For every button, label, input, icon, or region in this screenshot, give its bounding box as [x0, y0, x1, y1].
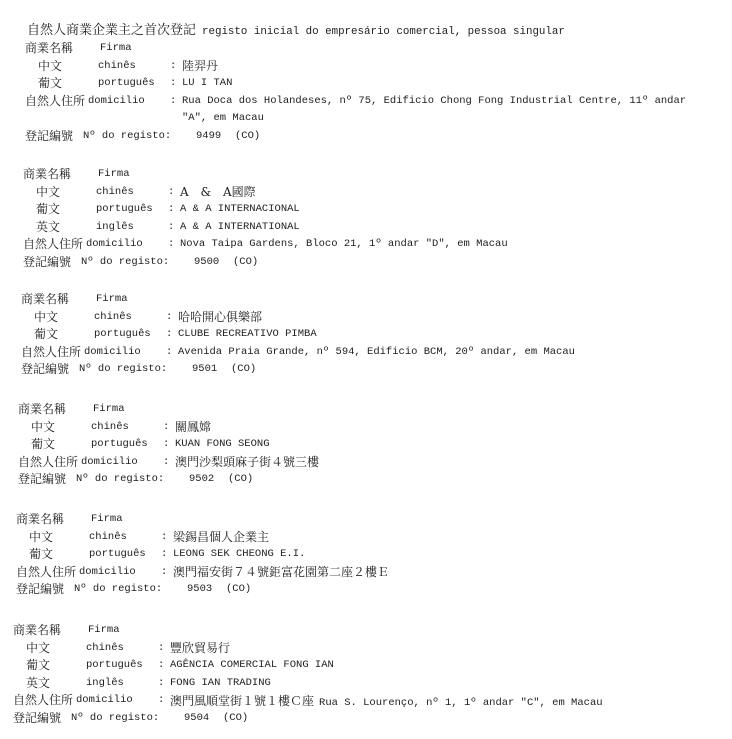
chinese-name-row: [18, 419, 718, 437]
portuguese-name-row: [18, 436, 718, 454]
english-label-pt: inglês: [86, 676, 124, 689]
portuguese-label-zh: 葡文: [36, 202, 61, 216]
separator: :: [166, 328, 173, 340]
header-title-pt: registo inicial do empresário comercial, pessoa singular: [202, 26, 565, 38]
domicile-row: [21, 344, 721, 362]
chinese-name-row: [21, 309, 721, 327]
separator: :: [168, 220, 175, 233]
separator: :: [163, 420, 170, 433]
registration-entry: [16, 511, 716, 599]
firm-label-pt: Firma: [100, 42, 132, 54]
english-name-row: [23, 219, 723, 237]
firm-row: [25, 40, 725, 58]
registo-label-pt: Nº do registo:: [76, 473, 165, 485]
chinese-name-row: [13, 640, 713, 658]
registo-label-zh: 登記編號: [13, 710, 62, 725]
domicile-row: [16, 564, 716, 582]
chinese-name-value: 梁錫昌個人企業主: [173, 529, 270, 544]
domicile-value-zh: 澳門風順堂街１號１樓Ｃ座: [170, 694, 315, 708]
registo-label-pt: Nº do registo:: [83, 129, 172, 142]
registo-suffix: (CO): [235, 129, 261, 142]
separator: :: [166, 345, 173, 358]
registo-suffix: (CO): [228, 473, 254, 485]
portuguese-name-row: [16, 546, 716, 564]
domicile-label-pt: domicilio: [84, 345, 141, 358]
registo-row: [18, 471, 718, 489]
registo-number: 9503: [187, 583, 213, 595]
separator: :: [161, 565, 168, 578]
portuguese-name-value: LU I TAN: [182, 77, 233, 89]
domicile-value: Nova Taipa Gardens, Bloco 21, 1º andar "D", em Macau: [180, 238, 508, 250]
registo-suffix: (CO): [223, 711, 249, 724]
registo-row: [23, 254, 723, 272]
registo-label-zh: 登記編號: [23, 254, 72, 269]
registo-suffix: (CO): [231, 363, 257, 375]
header-title-zh: 自然人商業企業主之首次登記: [27, 23, 197, 38]
registo-row: [16, 581, 716, 599]
firm-label-zh: 商業名稱: [21, 292, 70, 306]
separator: :: [166, 310, 173, 323]
chinese-label-zh: 中文: [29, 529, 54, 544]
domicile-row: [23, 236, 723, 254]
chinese-label-pt: chinês: [96, 185, 134, 198]
domicile-label-zh: 自然人住所: [23, 237, 84, 251]
registo-label-zh: 登記編號: [18, 472, 67, 486]
separator: :: [161, 530, 168, 543]
domicile-row: [25, 93, 725, 111]
registration-entry: [25, 40, 725, 145]
domicile-value-pt: Rua S. Lourenço, nº 1, 1º andar "C", em Macau: [319, 697, 603, 709]
firm-label-pt: Firma: [88, 624, 120, 636]
domicile-value: 澳門沙梨頭麻子街４號三樓: [175, 454, 320, 469]
separator: :: [168, 203, 175, 215]
chinese-name-row: [16, 529, 716, 547]
portuguese-name-row: [13, 657, 713, 675]
portuguese-name-row: [21, 326, 721, 344]
firm-row: [18, 401, 718, 419]
chinese-label-pt: chinês: [98, 59, 136, 72]
chinese-label-zh: 中文: [31, 419, 56, 434]
portuguese-label-zh: 葡文: [29, 547, 54, 561]
registo-row: [21, 361, 721, 379]
chinese-name-value: 關鳳嫦: [175, 419, 212, 434]
domicile-value: Rua Doca dos Holandeses, nº 75, Edificio Chong Fong Industrial Centre, 11º andar: [182, 94, 687, 107]
domicile-label-pt: domicilio: [81, 455, 138, 468]
domicile-value-continuation: "A", em Macau: [182, 112, 264, 124]
chinese-name-value: 陸羿丹: [182, 58, 219, 73]
portuguese-name-value: KUAN FONG SEONG: [175, 438, 270, 450]
portuguese-label-pt: português: [91, 438, 148, 450]
portuguese-label-pt: português: [89, 548, 146, 560]
portuguese-label-pt: português: [98, 77, 155, 89]
separator: :: [168, 185, 175, 198]
firm-row: [13, 622, 713, 640]
chinese-name-row: [25, 58, 725, 76]
separator: :: [163, 455, 170, 468]
registration-entry: [13, 622, 713, 727]
portuguese-name-value: A & A INTERNACIONAL: [180, 203, 300, 215]
firm-label-pt: Firma: [96, 293, 128, 305]
separator: :: [170, 59, 177, 72]
separator: :: [170, 94, 177, 107]
separator: :: [168, 238, 175, 250]
firm-row: [23, 166, 723, 184]
english-name-value: A & A INTERNATIONAL: [180, 220, 300, 233]
chinese-label-zh: 中文: [38, 58, 63, 73]
domicile-label-pt: domicilio: [88, 94, 145, 107]
chinese-label-zh: 中文: [34, 309, 59, 324]
registo-label-zh: 登記編號: [21, 362, 70, 376]
chinese-label-pt: chinês: [86, 641, 124, 654]
chinese-name-value: 哈哈開心俱樂部: [178, 309, 263, 324]
english-label-zh: 英文: [36, 219, 61, 234]
domicile-label-zh: 自然人住所: [18, 454, 79, 469]
domicile-label-zh: 自然人住所: [13, 693, 74, 707]
portuguese-label-pt: português: [94, 328, 151, 340]
registration-entry: [21, 291, 721, 379]
domicile-label-pt: domicilio: [86, 238, 143, 250]
registo-suffix: (CO): [233, 255, 259, 268]
registo-row: [13, 710, 713, 728]
separator: :: [158, 659, 165, 671]
chinese-label-zh: 中文: [36, 184, 61, 199]
firm-label-zh: 商業名稱: [25, 41, 74, 55]
domicile-label-zh: 自然人住所: [16, 564, 77, 579]
chinese-label-pt: chinês: [91, 420, 129, 433]
registo-number: 9499: [196, 129, 222, 142]
registo-label-pt: Nº do registo:: [81, 255, 170, 268]
registo-row: [25, 128, 725, 146]
firm-label-zh: 商業名稱: [16, 512, 65, 526]
domicile-label-pt: domicilio: [76, 694, 133, 706]
firm-label-zh: 商業名稱: [23, 167, 72, 181]
english-name-value: FONG IAN TRADING: [170, 676, 271, 689]
portuguese-label-zh: 葡文: [38, 76, 63, 90]
portuguese-label-zh: 葡文: [26, 658, 51, 672]
registo-label-pt: Nº do registo:: [71, 711, 160, 724]
firm-row: [21, 291, 721, 309]
firm-label-pt: Firma: [98, 168, 130, 180]
english-label-zh: 英文: [26, 675, 51, 690]
chinese-name-row: [23, 184, 723, 202]
portuguese-label-pt: português: [96, 203, 153, 215]
firm-label-zh: 商業名稱: [18, 402, 67, 416]
chinese-label-pt: chinês: [89, 530, 127, 543]
portuguese-label-pt: português: [86, 659, 143, 671]
separator: :: [158, 694, 165, 706]
portuguese-label-zh: 葡文: [31, 437, 56, 451]
separator: :: [161, 548, 168, 560]
registo-label-pt: Nº do registo:: [79, 363, 168, 375]
document-header: [27, 21, 565, 39]
registo-label-pt: Nº do registo:: [74, 583, 163, 595]
domicile-label-pt: domicilio: [79, 565, 136, 578]
registo-number: 9504: [184, 711, 210, 724]
portuguese-name-row: [23, 201, 723, 219]
separator: :: [170, 77, 177, 89]
registo-label-zh: 登記編號: [16, 582, 65, 596]
domicile-value: Avenida Praia Grande, nº 594, Edificio BCM, 20º andar, em Macau: [178, 345, 575, 358]
registo-suffix: (CO): [226, 583, 252, 595]
registo-number: 9502: [189, 473, 215, 485]
portuguese-name-value: CLUBE RECREATIVO PIMBA: [178, 328, 317, 340]
portuguese-name-value: AGÊNCIA COMERCIAL FONG IAN: [170, 659, 334, 671]
chinese-name-value: A & A國際: [180, 184, 256, 199]
domicile-label-zh: 自然人住所: [25, 93, 86, 108]
portuguese-name-row: [25, 75, 725, 93]
registration-entry: [23, 166, 723, 271]
firm-row: [16, 511, 716, 529]
registo-label-zh: 登記編號: [25, 128, 74, 143]
registo-number: 9501: [192, 363, 218, 375]
separator: :: [163, 438, 170, 450]
registration-entry: [18, 401, 718, 489]
firm-label-pt: Firma: [91, 513, 123, 525]
domicile-label-zh: 自然人住所: [21, 344, 82, 359]
domicile-row: [18, 454, 718, 472]
chinese-label-pt: chinês: [94, 310, 132, 323]
portuguese-label-zh: 葡文: [34, 327, 59, 341]
firm-label-pt: Firma: [93, 403, 125, 415]
chinese-name-value: 豐欣貿易行: [170, 640, 231, 655]
firm-label-zh: 商業名稱: [13, 623, 62, 637]
domicile-continuation-row: [25, 110, 725, 128]
portuguese-name-value: LEONG SEK CHEONG E.I.: [173, 548, 306, 560]
registo-number: 9500: [194, 255, 220, 268]
domicile-row: [13, 692, 713, 710]
english-label-pt: inglês: [96, 220, 134, 233]
english-name-row: [13, 675, 713, 693]
domicile-value: 澳門福安街７４號鉅富花園第二座２樓Ｅ: [173, 564, 390, 579]
separator: :: [158, 641, 165, 654]
separator: :: [158, 676, 165, 689]
chinese-label-zh: 中文: [26, 640, 51, 655]
